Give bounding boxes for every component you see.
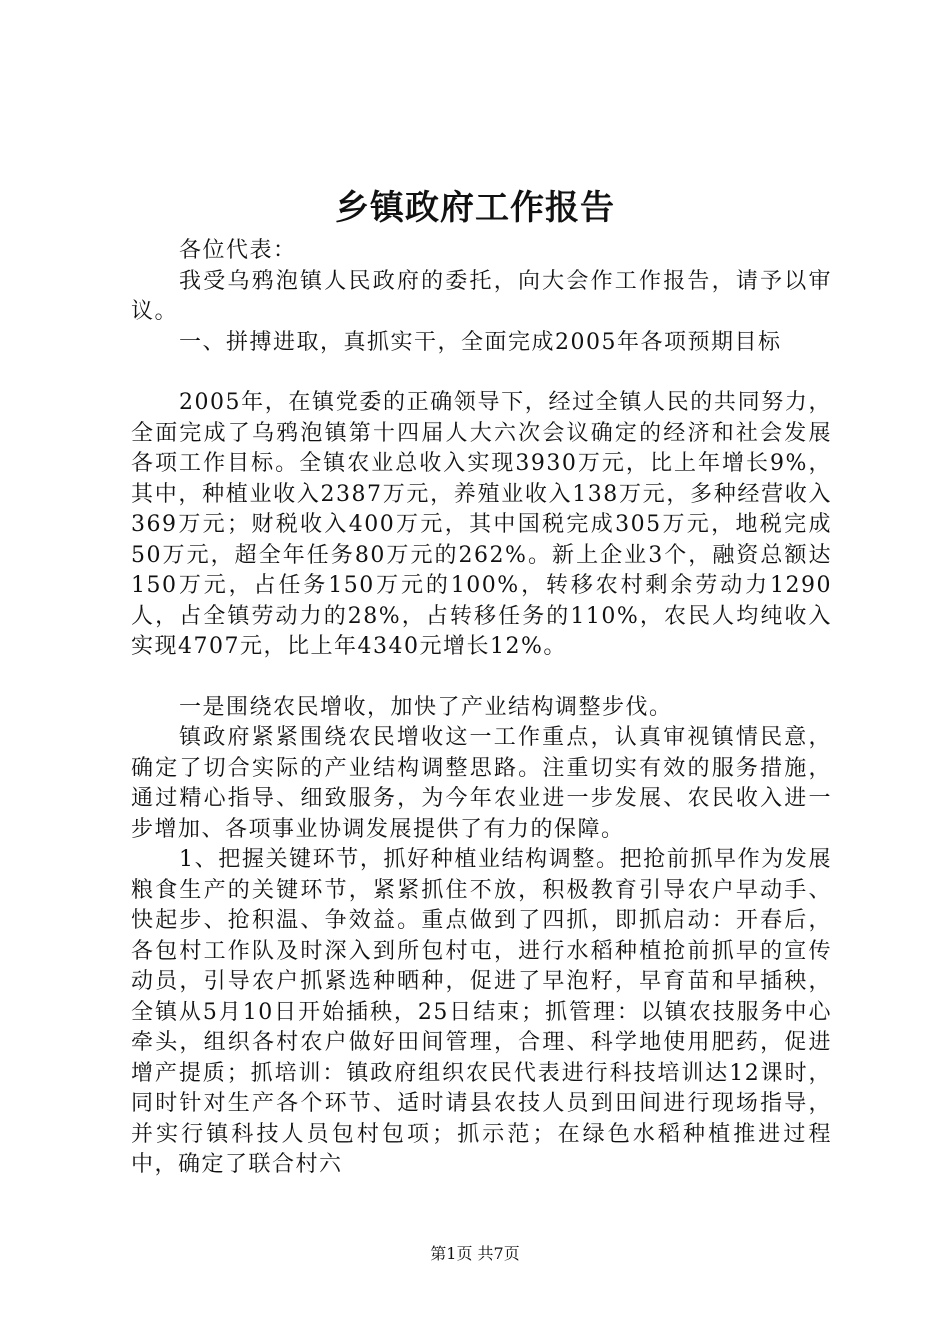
paragraph-gap [131,663,832,693]
page-footer: 第1页 共7页 [430,1244,520,1263]
document-title: 乡镇政府工作报告 [335,188,615,228]
paragraph-planting: 1、把握关键环节，抓好种植业结构调整。把抢前抓早作为发展粮食生产的关键环节，紧紧抓住不放，积极教育引导农户早动手、快起步、抢积温、争效益。重点做到了四抓，即抓启动：开春后，各包村工作队及时深入到所包村屯，进行水稻种植抢前抓早的宣传动员，引导农户抓紧选种晒种，促进了早泡籽，早育苗和早插秧，全镇从5月10日开始插秧，25日结束；抓管理：以镇农技服务中心牵头，组织各村农户做好田间管理，合理、科学地使用肥药，促进增产提质；抓培训：镇政府组织农民代表进行科技培训达12课时，同时针对生产各个环节、适时请县农技人员到田间进行现场指导，并实行镇科技人员包村包项；抓示范；在绿色水稻种植推进过程中，确定了联合村六 [131,847,832,1177]
document-body [131,236,832,1181]
paragraph-summary: 2005年，在镇党委的正确领导下，经过全镇人民的共同努力，全面完成了乌鸦泡镇第十四届人大六次会议确定的经济和社会发展各项工作目标。全镇农业总收入实现3930万元，比上年增长9%，其中，种植业收入2387万元，养殖业收入138万元，多种经营收入369万元；财税收入400万元，其中国税完成305万元，地税完成50万元，超全年任务80万元的262%。新上企业3个，融资总额达150万元，占任务150万元的100%，转移农村剩余劳动力1290人，占全镇劳动力的28%，占转移任务的110%，农民人均纯收入实现4707元，比上年4340元增长12%。 [131,390,832,659]
paragraph-adjustment: 镇政府紧紧围绕农民增收这一工作重点，认真审视镇情民意，确定了切合实际的产业结构调整思路。注重切实有效的服务措施，通过精心指导、细致服务，为今年农业进一步发展、农民收入进一步增加、各项事业协调发展提供了有力的保障。 [131,725,832,842]
section-heading-1: 一、拼搏进取，真抓实干，全面完成2005年各项预期目标 [179,329,782,355]
paragraph-gap [131,358,832,388]
salutation: 各位代表： [179,238,297,263]
subheading-1: 一是围绕农民增收，加快了产业结构调整步伐。 [179,694,673,720]
paragraph-intro: 我受乌鸦泡镇人民政府的委托，向大会作工作报告，请予以审议。 [131,268,832,324]
